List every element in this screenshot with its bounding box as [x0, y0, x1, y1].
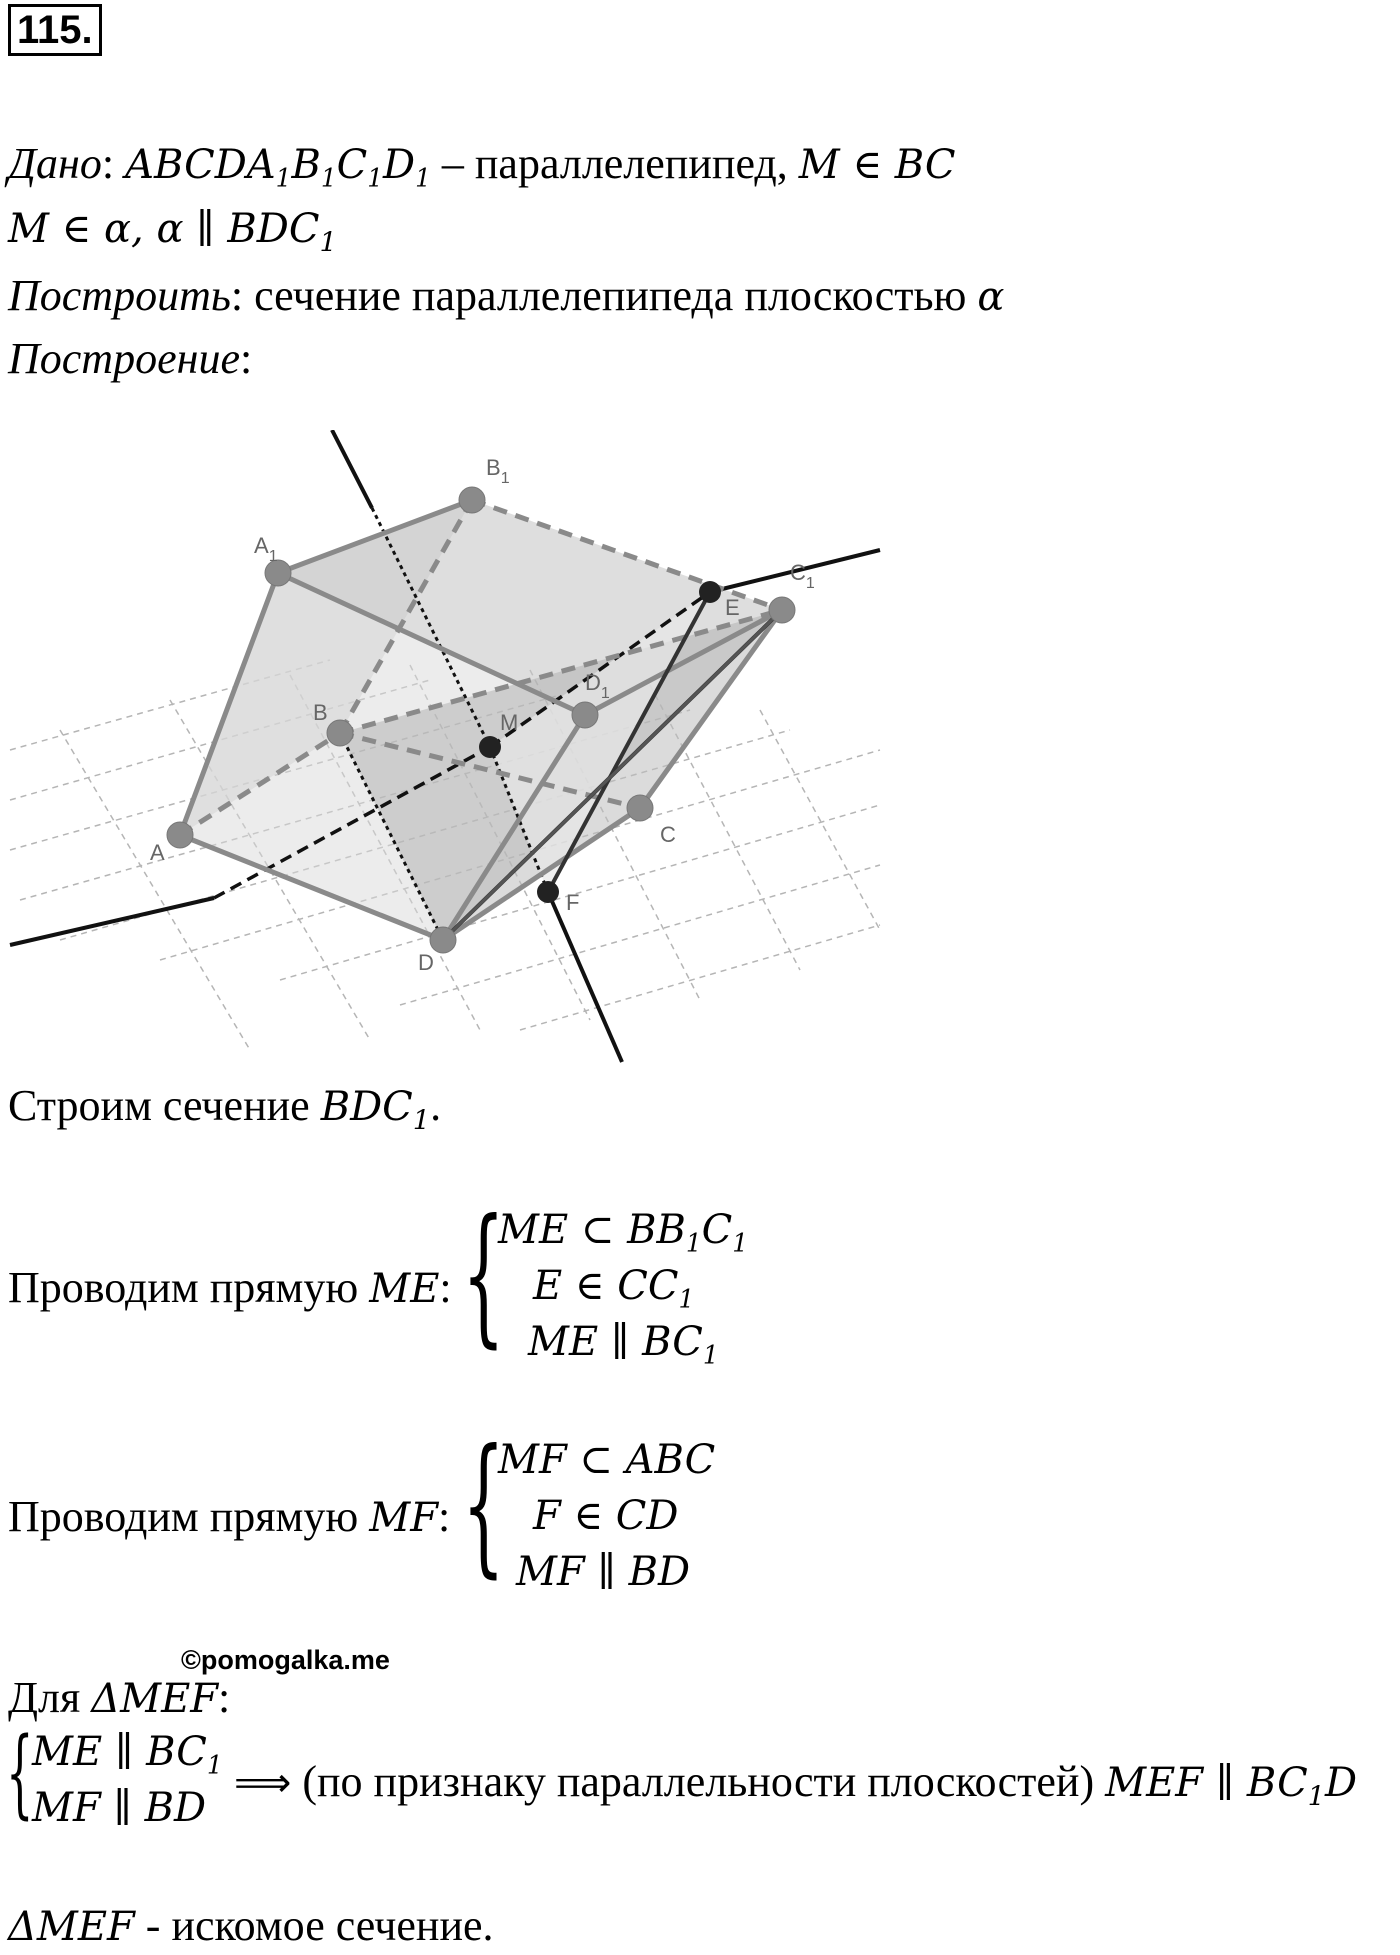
step-1-math: BDC — [320, 1084, 413, 1130]
step-2-label — [8, 1262, 452, 1315]
line-through-f — [548, 892, 622, 1062]
step-4-result-sub: 1 — [1307, 1781, 1326, 1813]
construct-line — [8, 270, 1004, 323]
step-1-sub: 1 — [412, 1105, 431, 1137]
label-d1: $D_1$ — [585, 670, 610, 702]
label-d: D — [418, 950, 434, 975]
given-dash-text: – параллелепипед, — [430, 139, 799, 188]
given-m-in-bc: M ∈ BC — [798, 142, 956, 188]
step-3-text: Проводим прямую — [8, 1492, 370, 1541]
step-1 — [8, 1080, 441, 1148]
label-f: F — [566, 890, 580, 915]
conclusion-text: - искомое сечение. — [134, 1901, 494, 1950]
step-3-math: MF — [369, 1495, 438, 1541]
given-line-1 — [8, 138, 956, 205]
parallelepiped-figure — [0, 430, 1120, 1070]
label-b1: $B_1$ — [486, 455, 510, 487]
step-3-colon: : — [437, 1492, 451, 1541]
construction-colon: : — [239, 334, 253, 383]
implies-arrow: ⟹ — [234, 1760, 292, 1806]
step-2-line-1: ME ⊂ $BB_1C_1$ — [498, 1207, 749, 1258]
given-line-2 — [8, 202, 337, 270]
step-2-line-2: E ∈ $CC_1$ — [533, 1263, 695, 1314]
given-plane-sub: 1 — [319, 227, 337, 259]
step-4-label — [8, 1672, 230, 1725]
construct-label: Построить — [8, 271, 231, 320]
point-e — [699, 581, 721, 603]
point-d1 — [572, 702, 598, 728]
point-a — [167, 822, 193, 848]
watermark: ©pomogalka.me — [181, 1645, 390, 1675]
point-f — [537, 881, 559, 903]
label-a: A — [150, 840, 165, 865]
brace-step-4: { — [6, 1717, 34, 1829]
label-b: B — [313, 700, 328, 725]
label-a1: $A_1$ — [254, 533, 278, 565]
step-4-math: ΔMEF — [91, 1676, 219, 1722]
given-figure: $ABCDA_1B_1C_1D_1$ — [125, 142, 431, 193]
point-b1 — [459, 487, 485, 513]
step-3-label — [8, 1491, 450, 1544]
step-4-conclusion-line — [234, 1756, 1357, 1824]
conclusion — [8, 1900, 494, 1953]
step-4-sys-line-1: ME ∥ $BC_1$ — [32, 1729, 223, 1780]
point-c — [627, 795, 653, 821]
brace-step-2: { — [462, 1188, 505, 1362]
step-4-sys-line-2: MF ∥ BD — [32, 1785, 207, 1831]
step-2-colon: : — [439, 1263, 452, 1312]
point-b — [327, 720, 353, 746]
point-m — [479, 736, 501, 758]
step-4-text: Для — [8, 1673, 92, 1722]
label-c: C — [660, 822, 676, 847]
step-2-text: Проводим прямую — [8, 1263, 370, 1312]
step-3-line-1: MF ⊂ ABC — [498, 1437, 716, 1483]
point-d — [430, 927, 456, 953]
step-4-reason: (по признаку параллельности плоскостей) — [291, 1757, 1106, 1806]
step-2-math: ME — [369, 1266, 440, 1312]
given-plane-condition: M ∈ α, α ∥ BDC — [8, 206, 320, 252]
step-1-end: . — [430, 1081, 442, 1130]
label-m: M — [500, 710, 519, 735]
label-c1: $C_1$ — [790, 560, 815, 592]
step-4-colon: : — [218, 1673, 231, 1722]
construction-label: Построение — [8, 334, 240, 383]
construct-text: : сечение параллелепипеда плоскостью — [230, 271, 978, 320]
conclusion-math: ΔMEF — [8, 1904, 135, 1950]
brace-step-3: { — [462, 1418, 505, 1592]
construction-label-line — [8, 333, 252, 385]
step-4-result: MEF ∥ BC — [1105, 1760, 1308, 1806]
step-4-result-end: D — [1325, 1760, 1358, 1806]
problem-number: 115. — [8, 4, 102, 56]
step-2-line-3: ME ∥ $BC_1$ — [528, 1319, 719, 1370]
given-label: Дано — [8, 139, 102, 188]
label-e: E — [725, 595, 740, 620]
point-c1 — [769, 597, 795, 623]
construct-alpha: α — [977, 274, 1005, 320]
step-3-line-3: MF ∥ BD — [516, 1549, 691, 1595]
step-1-text: Строим сечение — [8, 1081, 321, 1130]
step-3-line-2: F ∈ CD — [533, 1493, 679, 1539]
given-colon: : — [101, 139, 115, 188]
